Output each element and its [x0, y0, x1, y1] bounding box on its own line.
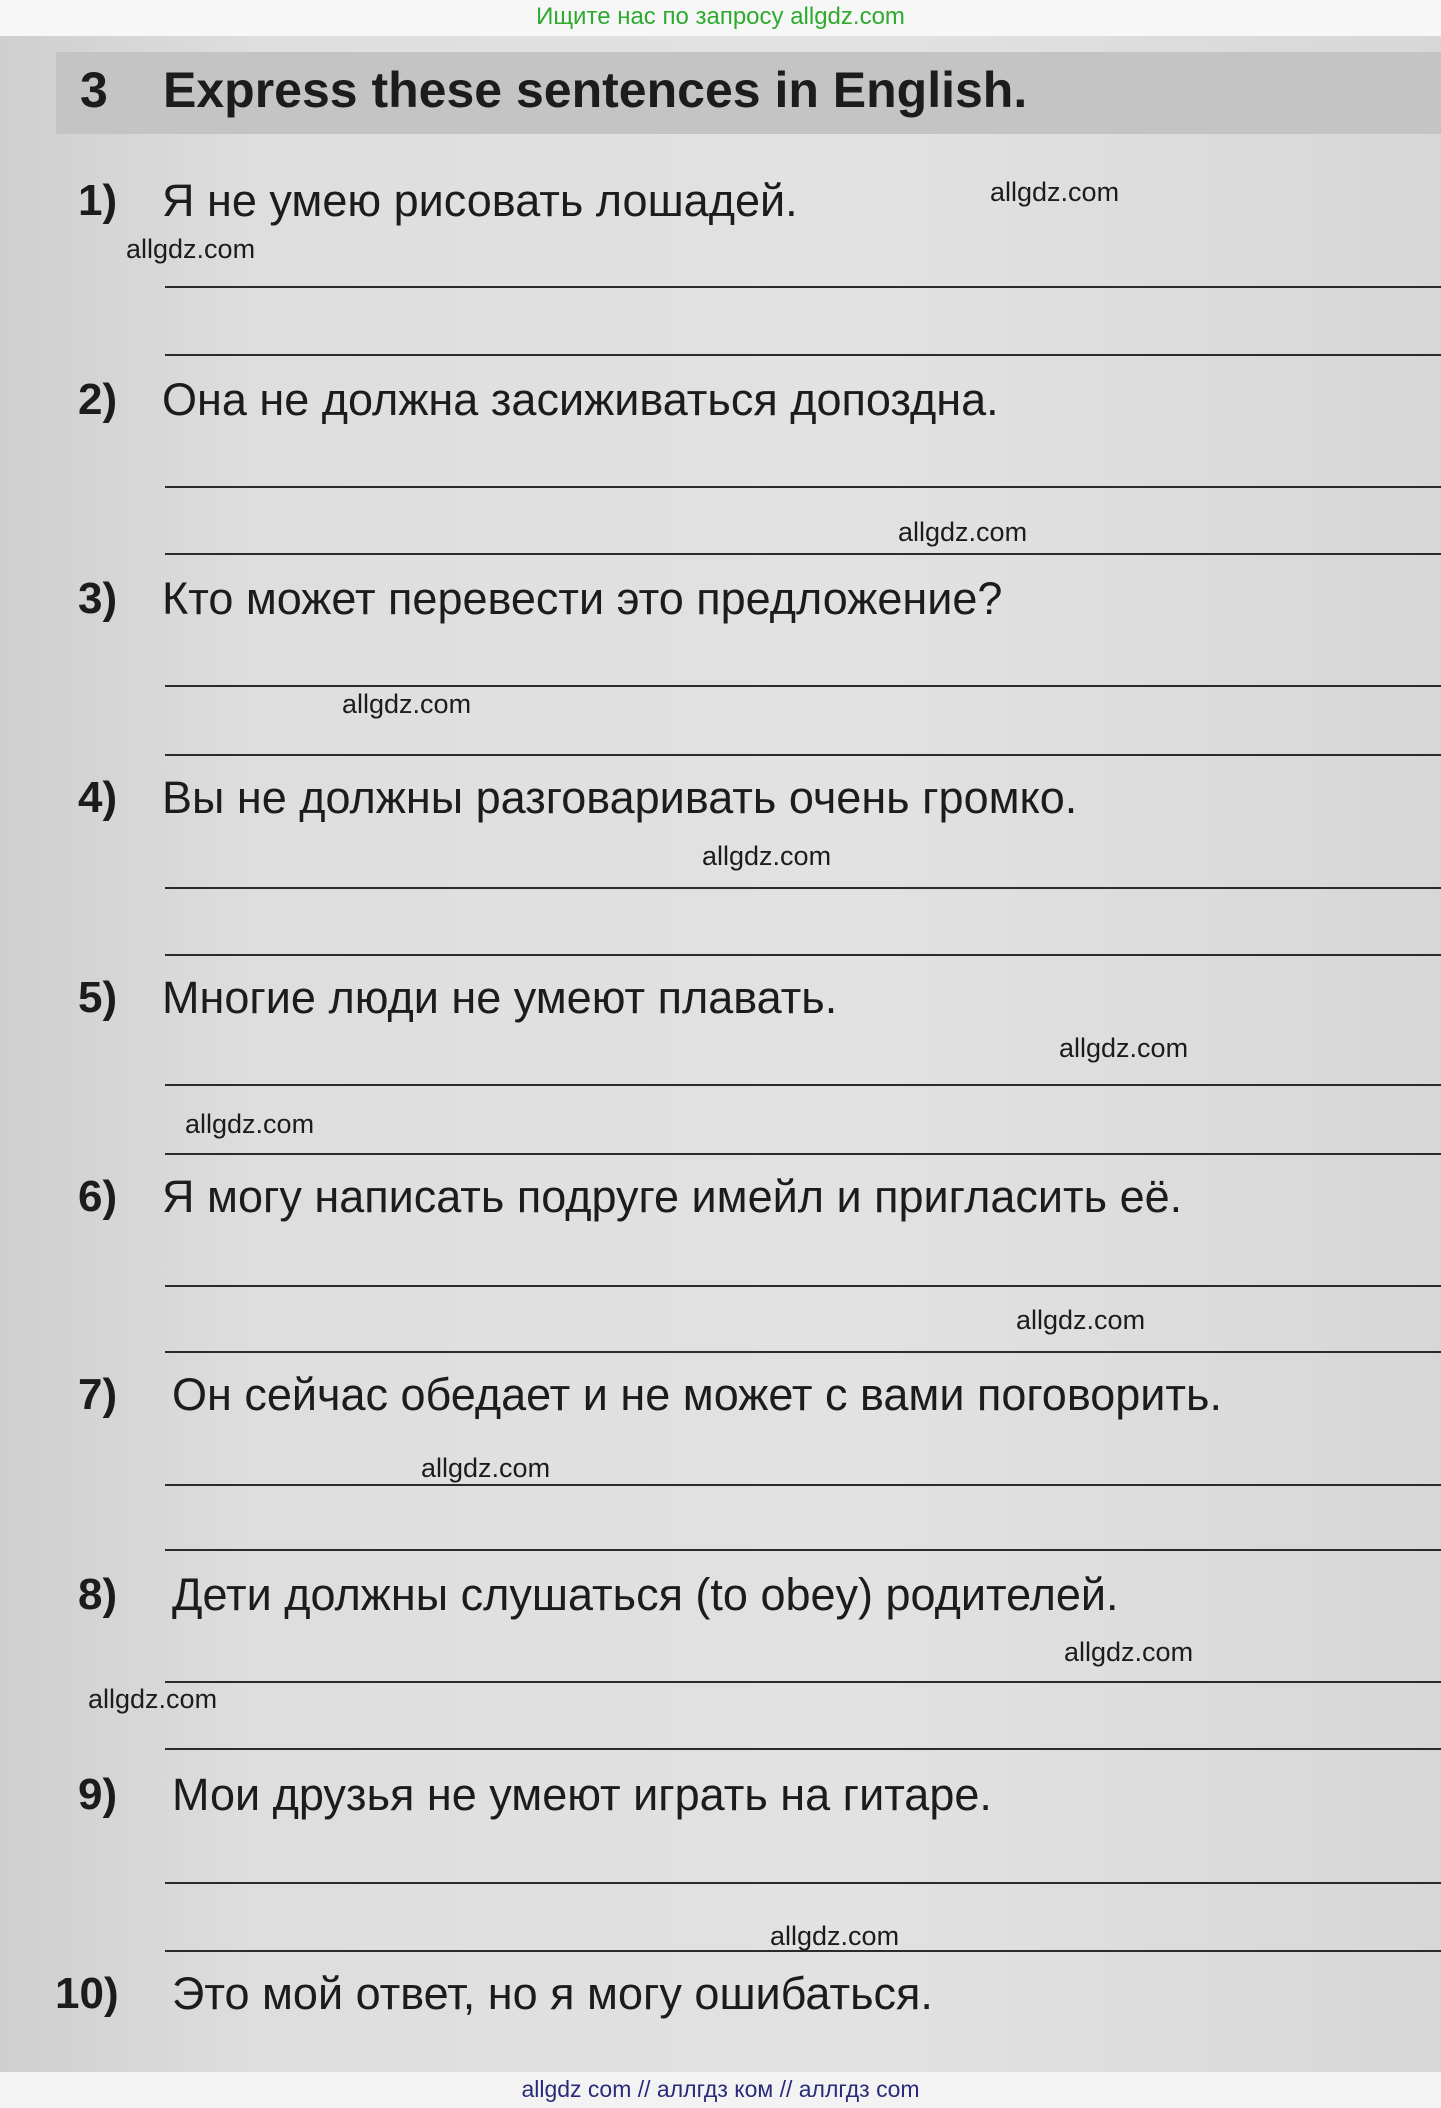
watermark[interactable]: allgdz.com — [770, 1921, 900, 1951]
answer-line[interactable] — [165, 1153, 1441, 1155]
item-sentence: Кто может перевести это предложение? — [162, 573, 1003, 624]
item-sentence: Я могу написать подруге имейл и пригласить её. — [162, 1171, 1183, 1222]
top-banner[interactable]: Ищите нас по запросу allgdz.com — [0, 0, 1441, 36]
watermark[interactable]: allgdz.com — [1016, 1305, 1146, 1335]
item-sentence: Я не умею рисовать лошадей. — [162, 175, 798, 226]
item-number: 4) — [78, 773, 118, 822]
answer-line[interactable] — [165, 1285, 1441, 1287]
item-sentence: Он сейчас обедает и не может с вами поговорить. — [172, 1369, 1222, 1420]
watermark[interactable]: allgdz.com — [702, 841, 832, 871]
watermark[interactable]: allgdz.com — [342, 689, 472, 719]
item-sentence: Это мой ответ, но я могу ошибаться. — [172, 1968, 933, 2019]
watermark[interactable]: allgdz.com — [990, 177, 1120, 207]
item-sentence: Она не должна засиживаться допоздна. — [162, 374, 999, 425]
answer-line[interactable] — [165, 553, 1441, 555]
item-sentence: Мои друзья не умеют играть на гитаре. — [172, 1769, 992, 1820]
task-title: Express these sentences in English. — [163, 62, 1028, 118]
answer-line[interactable] — [165, 1681, 1441, 1683]
item-number: 7) — [78, 1370, 118, 1419]
answer-line[interactable] — [165, 1084, 1441, 1086]
item-sentence: Вы не должны разговаривать очень громко. — [162, 772, 1078, 823]
answer-line[interactable] — [165, 486, 1441, 488]
watermark[interactable]: allgdz.com — [126, 234, 256, 264]
watermark[interactable]: allgdz.com — [185, 1109, 315, 1139]
item-number: 5) — [78, 973, 118, 1022]
answer-line[interactable] — [165, 1351, 1441, 1353]
answer-line[interactable] — [165, 754, 1441, 756]
item-number: 9) — [78, 1770, 118, 1819]
watermark[interactable]: allgdz.com — [898, 517, 1028, 547]
answer-line[interactable] — [165, 1549, 1441, 1551]
watermark[interactable]: allgdz.com — [421, 1453, 551, 1483]
answer-line[interactable] — [165, 1882, 1441, 1884]
task-number: 3 — [80, 62, 108, 118]
answer-line[interactable] — [165, 1484, 1441, 1486]
item-number: 10) — [55, 1969, 119, 2018]
item-sentence: Многие люди не умеют плавать. — [162, 972, 838, 1023]
answer-line[interactable] — [165, 685, 1441, 687]
item-number: 6) — [78, 1172, 118, 1221]
bottom-banner[interactable]: allgdz com // аллгдз ком // аллгдз com — [0, 2072, 1441, 2108]
item-sentence: Дети должны слушаться (to obey) родителей. — [172, 1569, 1119, 1620]
answer-line[interactable] — [165, 286, 1441, 288]
item-number: 3) — [78, 574, 118, 623]
item-number: 8) — [78, 1570, 118, 1619]
answer-line[interactable] — [165, 1748, 1441, 1750]
item-number: 1) — [78, 176, 118, 225]
watermark[interactable]: allgdz.com — [1059, 1033, 1189, 1063]
watermark[interactable]: allgdz.com — [88, 1684, 218, 1714]
answer-line[interactable] — [165, 887, 1441, 889]
watermark[interactable]: allgdz.com — [1064, 1637, 1194, 1667]
answer-line[interactable] — [165, 354, 1441, 356]
answer-line[interactable] — [165, 954, 1441, 956]
item-number: 2) — [78, 375, 118, 424]
